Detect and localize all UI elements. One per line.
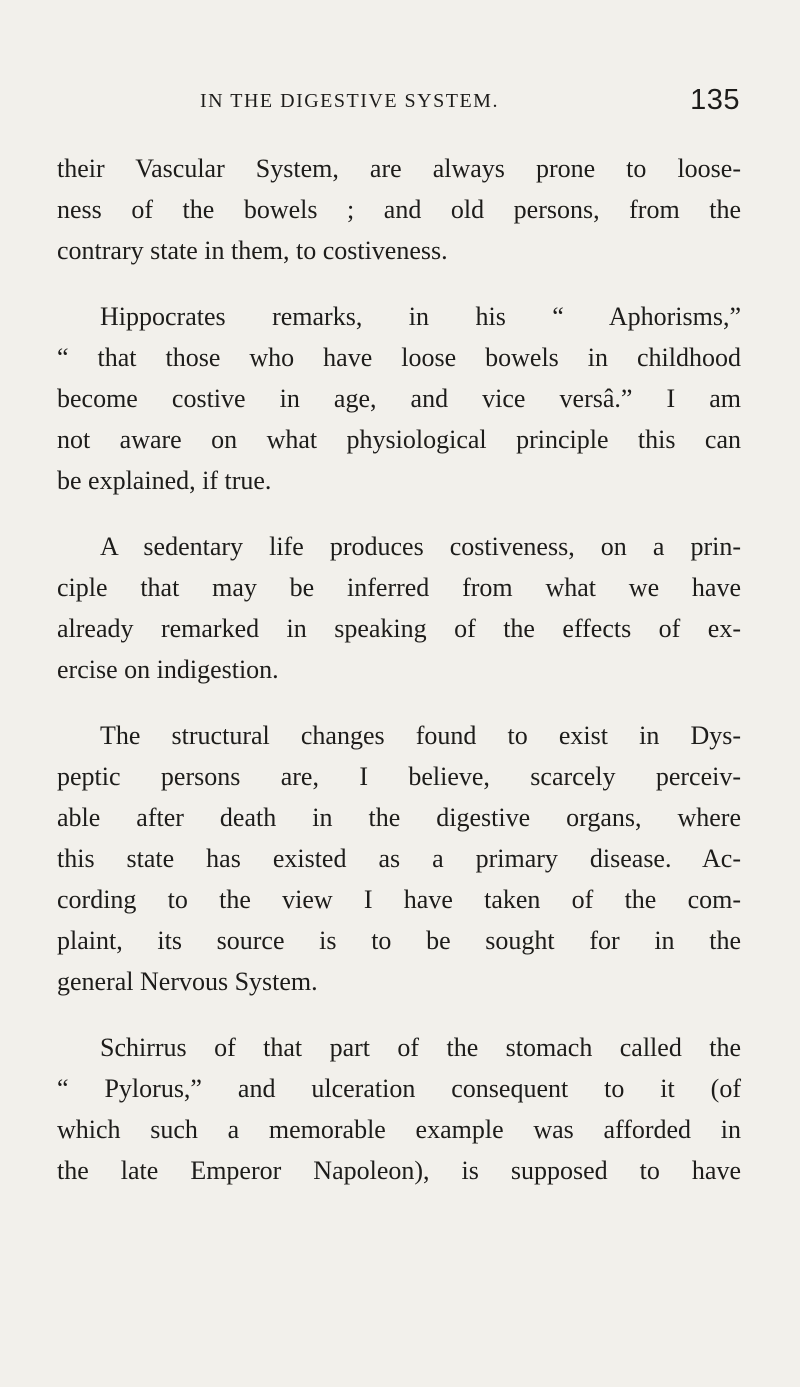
text-line: cording to the view I have taken of the com- [57, 885, 741, 914]
paragraph-spacer [57, 271, 741, 296]
page-number: 135 [690, 84, 740, 116]
paragraph-sedentary-life [57, 526, 741, 690]
text-line: Schirrus of that part of the stomach called the [100, 1033, 741, 1062]
text-line: which such a memorable example was afforded in [57, 1115, 741, 1144]
text-line: “ Pylorus,” and ulceration consequent to it (of [57, 1074, 741, 1103]
text-line: ness of the bowels ; and old persons, from the [57, 195, 741, 224]
text-line: peptic persons are, I believe, scarcely perceiv- [57, 762, 741, 791]
paragraph-schirrus [57, 1027, 741, 1191]
text-line: general Nervous System. [57, 967, 318, 996]
text-line: “ that those who have loose bowels in childhood [57, 343, 741, 372]
text-line: contrary state in them, to costiveness. [57, 236, 448, 265]
text-line: not aware on what physiological principle this can [57, 425, 741, 454]
paragraph-hippocrates [57, 296, 741, 501]
text-line: already remarked in speaking of the effects of ex- [57, 614, 741, 643]
text-line: their Vascular System, are always prone to loose- [57, 154, 741, 183]
text-line: able after death in the digestive organs, where [57, 803, 741, 832]
paragraph-spacer [57, 501, 741, 526]
text-line: ercise on indigestion. [57, 655, 279, 684]
text-line: ciple that may be inferred from what we have [57, 573, 741, 602]
paragraph-spacer [57, 1002, 741, 1027]
paragraph-spacer [57, 690, 741, 715]
text-line: Hippocrates remarks, in his “ Aphorisms,” [100, 302, 741, 331]
text-line: be explained, if true. [57, 466, 272, 495]
body-text [57, 148, 741, 1191]
text-line: the late Emperor Napoleon), is supposed to have [57, 1156, 741, 1185]
text-line: this state has existed as a primary disease. Ac- [57, 844, 741, 873]
text-line: A sedentary life produces costiveness, on a prin- [100, 532, 741, 561]
text-line: plaint, its source is to be sought for in the [57, 926, 741, 955]
running-title: IN THE DIGESTIVE SYSTEM. [200, 90, 499, 112]
paragraph-structural-changes [57, 715, 741, 1002]
text-line: become costive in age, and vice versâ.” I am [57, 384, 741, 413]
running-head [200, 84, 740, 124]
paragraph-vascular-system [57, 148, 741, 271]
text-line: The structural changes found to exist in Dys- [100, 721, 741, 750]
